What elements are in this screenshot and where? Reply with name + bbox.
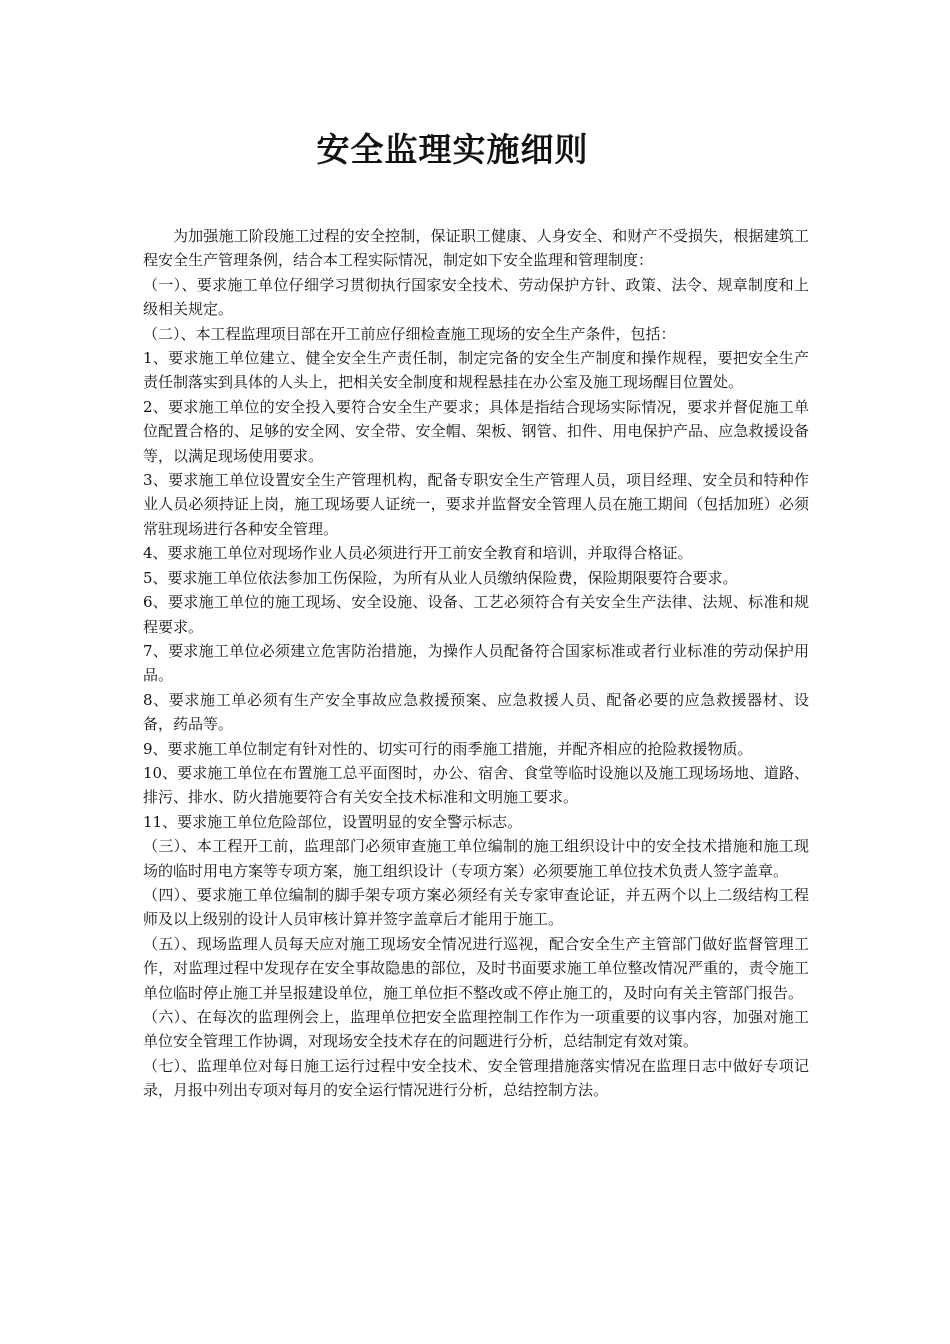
- paragraph-section-1: （一）、要求施工单位仔细学习贯彻执行国家安全技术、劳动保护方针、政策、法令、规章制度和上级相关规定。: [143, 275, 809, 319]
- paragraph-item-4: 4、要求施工单位对现场作业人员必须进行开工前安全教育和培训，并取得合格证。: [143, 544, 693, 563]
- paragraph-section-6: （六）、在每次的监理例会上，监理单位把安全监理控制工作作为一项重要的议事内容，加强对施工单位安全管理工作协调，对现场安全技术存在的问题进行分析，总结制定有效对策。: [143, 1008, 809, 1051]
- paragraph-item-11: 11、要求施工单位危险部位，设置明显的安全警示标志。: [143, 812, 523, 831]
- paragraph-item-6: 6、要求施工单位的施工现场、安全设施、设备、工艺必须符合有关安全生产法律、法规、标准和规程要求。: [143, 593, 809, 636]
- intro-paragraph: 为加强施工阶段施工过程的安全控制，保证职工健康、人身安全、和财产不受损失，根据建筑工程安全生产管理条例，结合本工程实际情况，制定如下安全监理和管理制度：: [143, 227, 809, 270]
- paragraph-section-3: （三）、本工程开工前，监理部门必须审查施工单位编制的施工组织设计中的安全技术措施和施工现场的临时用电方案等专项方案，施工组织设计（专项方案）必须要施工单位技术负责人签字盖章。: [143, 837, 809, 880]
- document-body: [143, 224, 809, 1103]
- paragraph-item-7: 7、要求施工单位必须建立危害防治措施，为操作人员配备符合国家标准或者行业标准的劳动保护用品。: [143, 641, 809, 685]
- paragraph-section-4: （四）、要求施工单位编制的脚手架专项方案必须经有关专家审查论证，并五两个以上二级结构工程师及以上级别的设计人员审核计算并签字盖章后才能用于施工。: [143, 885, 809, 929]
- paragraph-item-1: 1、要求施工单位建立、健全安全生产责任制，制定完备的安全生产制度和操作规程，要把安全生产责任制落实到具体的人头上，把相关安全制度和规程悬挂在办公室及施工现场醒目位置处。: [143, 349, 809, 392]
- paragraph-item-9: 9、要求施工单位制定有针对性的、切实可行的雨季施工措施，并配齐相应的抢险救援物质。: [143, 739, 753, 758]
- paragraph-item-2: 2、要求施工单位的安全投入要符合安全生产要求；具体是指结合现场实际情况，要求并督促施工单位配置合格的、足够的安全网、安全带、安全帽、架板、钢管、扣件、用电保护产品、应急救援设备等，以满足现场使用要求。: [143, 397, 809, 465]
- paragraph-item-8: 8、要求施工单必须有生产安全事故应急救援预案、应急救援人员、配备必要的应急救援器材、设备，药品等。: [143, 690, 809, 734]
- paragraph-item-3: 3、要求施工单位设置安全生产管理机构，配备专职安全生产管理人员，项目经理、安全员和特种作业人员必须持证上岗，施工现场要人证统一，要求并监督安全管理人员在施工期间（包括加班）必须常驻现场进行各种安全管理。: [143, 471, 809, 538]
- paragraph-section-7: （七）、监理单位对每日施工运行过程中安全技术、安全管理措施落实情况在监理日志中做好专项记录，月报中列出专项对每月的安全运行情况进行分析，总结控制方法。: [143, 1056, 809, 1100]
- paragraph-item-5: 5、要求施工单位依法参加工伤保险，为所有从业人员缴纳保险费，保险期限要符合要求。: [143, 568, 738, 587]
- paragraph-section-2: （二）、本工程监理项目部在开工前应仔细检查施工现场的安全生产条件，包括：: [143, 324, 676, 343]
- document-title: 安全监理实施细则: [316, 130, 589, 169]
- paragraph-section-5: （五）、现场监理人员每天应对施工现场安全情况进行巡视，配合安全生产主管部门做好监督管理工作，对监理过程中发现存在安全事故隐患的部位，及时书面要求施工单位整改情况严重的，责令施工单位临时停止施工并呈报建设单位，施工单位拒不整改或不停止施工的，及时向有关主管部门报告。: [143, 934, 809, 1002]
- paragraph-item-10: 10、要求施工单位在布置施工总平面图时，办公、宿舍、食堂等临时设施以及施工现场场地、道路、排污、排水、防火措施要符合有关安全技术标准和文明施工要求。: [143, 763, 809, 807]
